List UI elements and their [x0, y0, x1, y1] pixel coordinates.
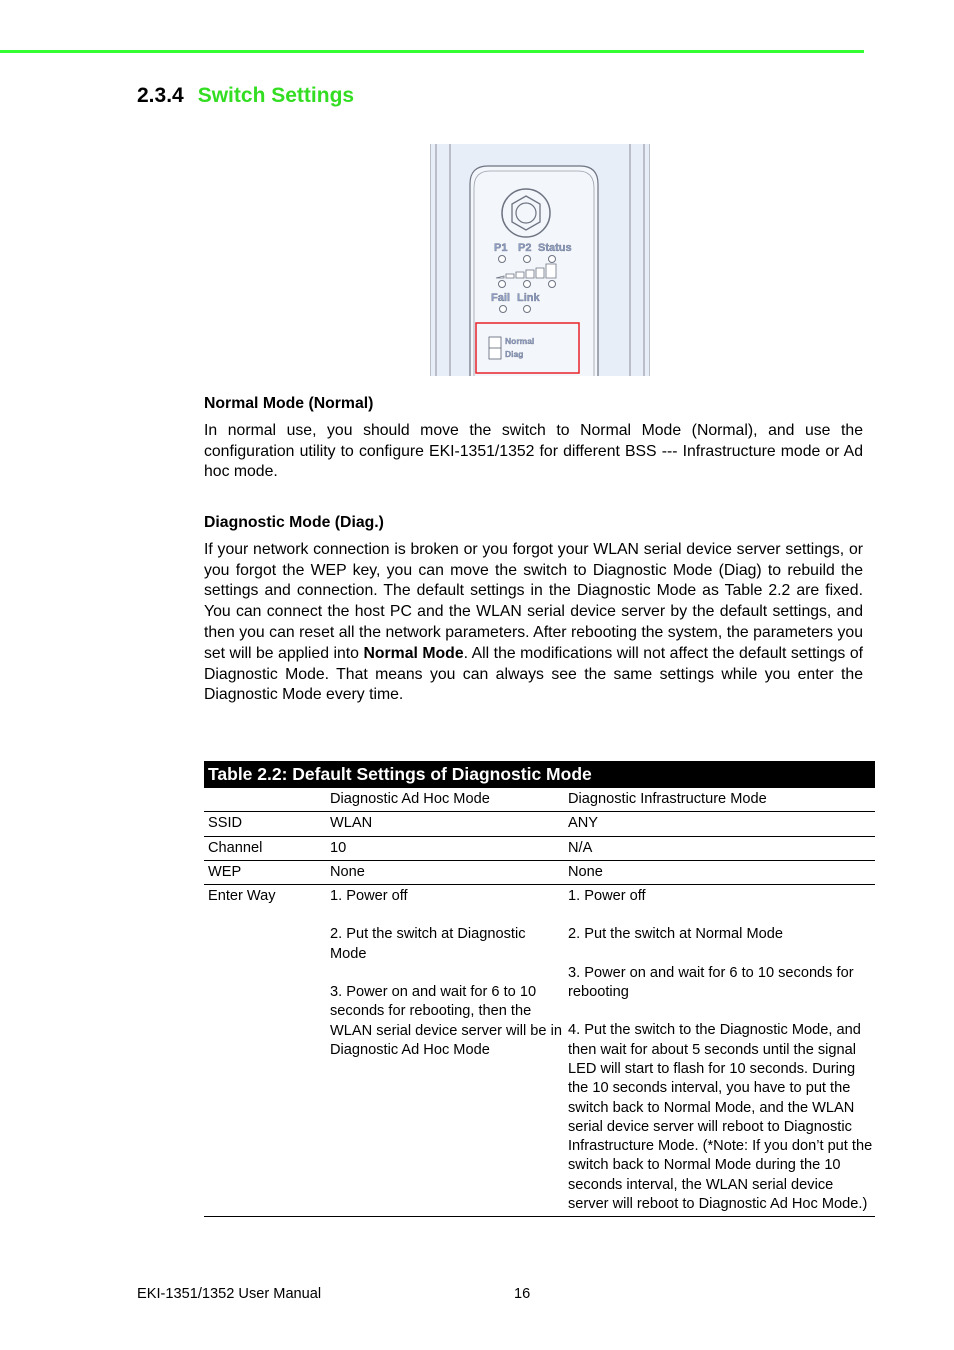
- table-cell: ANY: [568, 815, 599, 832]
- infra-step: 2. Put the switch at Normal Mode: [568, 926, 783, 943]
- table-cell: None: [330, 863, 365, 880]
- table-cell: 10: [330, 839, 347, 856]
- infra-step: 4. Put the switch to the Diagnostic Mode, and then wait for about 5 seconds until the signal LED will start to flash for 10 seconds. During the 10 seconds interval, you have to put the switch back to Normal Mode, and the WLAN serial device server will reboot to Diagnostic Infrastructure Mode. (*Note: If you don’t put the switch back to Normal Mode during the 10 seconds interval, the WLAN serial device server will reboot to Diagnostic Ad Hoc Mode.): [568, 1022, 873, 1213]
- adhoc-steps-cell: [326, 887, 564, 1214]
- link-label: Link: [517, 292, 540, 304]
- header-rule: [0, 50, 864, 53]
- table-cell: Enter Way: [208, 888, 276, 905]
- adhoc-step: 2. Put the switch at Diagnostic Mode: [330, 926, 526, 962]
- table-header-cell: [204, 788, 326, 811]
- table-row: [204, 861, 875, 885]
- table-cell: Channel: [208, 839, 263, 856]
- normal-label: Normal: [505, 336, 535, 346]
- normal-mode-heading: Normal Mode (Normal): [204, 395, 374, 412]
- section-number: 2.3.4: [137, 84, 184, 107]
- section-heading: [137, 84, 354, 108]
- normal-mode-section: [204, 394, 863, 483]
- device-switch-figure: [430, 144, 650, 376]
- table-header-cell: Diagnostic Ad Hoc Mode: [330, 791, 490, 807]
- table-cell: WLAN: [330, 815, 373, 832]
- footer-manual-title: EKI-1351/1352 User Manual: [137, 1286, 322, 1302]
- table-row: [204, 812, 875, 836]
- table-caption: Table 2.2: Default Settings of Diagnostic Mode: [204, 761, 875, 788]
- footer-page-number: 16: [514, 1286, 531, 1302]
- infra-step: 1. Power off: [568, 888, 646, 905]
- normal-mode-text: In normal use, you should move the switch to Normal Mode (Normal), and use the configuration utility to configure EKI-1351/1352 for different BSS --- Infrastructure mode or Ad hoc mode.: [204, 421, 863, 481]
- adhoc-step: 3. Power on and wait for 6 to 10 seconds for rebooting, then the WLAN serial device server will be in Diagnostic Ad Hoc Mode: [330, 984, 562, 1058]
- p2-label: P2: [518, 242, 532, 254]
- p1-label: P1: [494, 242, 508, 254]
- table-header-row: [204, 788, 875, 812]
- infra-step: 3. Power on and wait for 6 to 10 seconds for rebooting: [568, 964, 854, 1001]
- diag-mode-text-2: . All the modifications will not affect the default settings of Diagnostic Mode. That means you can always see the same settings while you enter the Diagnostic Mode every time.: [204, 644, 863, 704]
- table-cell: None: [568, 863, 603, 880]
- diag-mode-bold: Normal Mode: [363, 644, 464, 662]
- diag-mode-heading: Diagnostic Mode (Diag.): [204, 514, 384, 531]
- table-cell: WEP: [208, 863, 242, 880]
- status-label: Status: [538, 242, 572, 254]
- fail-label: Fail: [491, 292, 510, 304]
- adhoc-step: 1. Power off: [330, 888, 408, 905]
- diag-mode-section: [204, 513, 863, 706]
- table-cell: SSID: [208, 815, 243, 832]
- table-header-cell: Diagnostic Infrastructure Mode: [568, 791, 767, 807]
- default-settings-table: [204, 761, 875, 1217]
- table-row: [204, 837, 875, 861]
- diag-mode-text-1: If your network connection is broken or you forgot your WLAN serial device server settings, or you forgot the WEP key, you can move the switch to Diagnostic Mode (Diag) to rebuild the settings and connection. The default settings in the Diagnostic Mode as Table 2.2 are fixed. You can connect the host PC and the WLAN serial device server by the default settings, and then you can reset all the network parameters. After rebooting the system, the parameters you set will be applied into: [204, 540, 863, 662]
- diag-mode-text: [204, 540, 863, 706]
- diag-label: Diag: [505, 349, 524, 359]
- table-cell: N/A: [568, 839, 593, 856]
- section-title: Switch Settings: [197, 84, 355, 107]
- infra-steps-cell: [564, 887, 875, 1214]
- table-row-enter-way: [204, 885, 875, 1217]
